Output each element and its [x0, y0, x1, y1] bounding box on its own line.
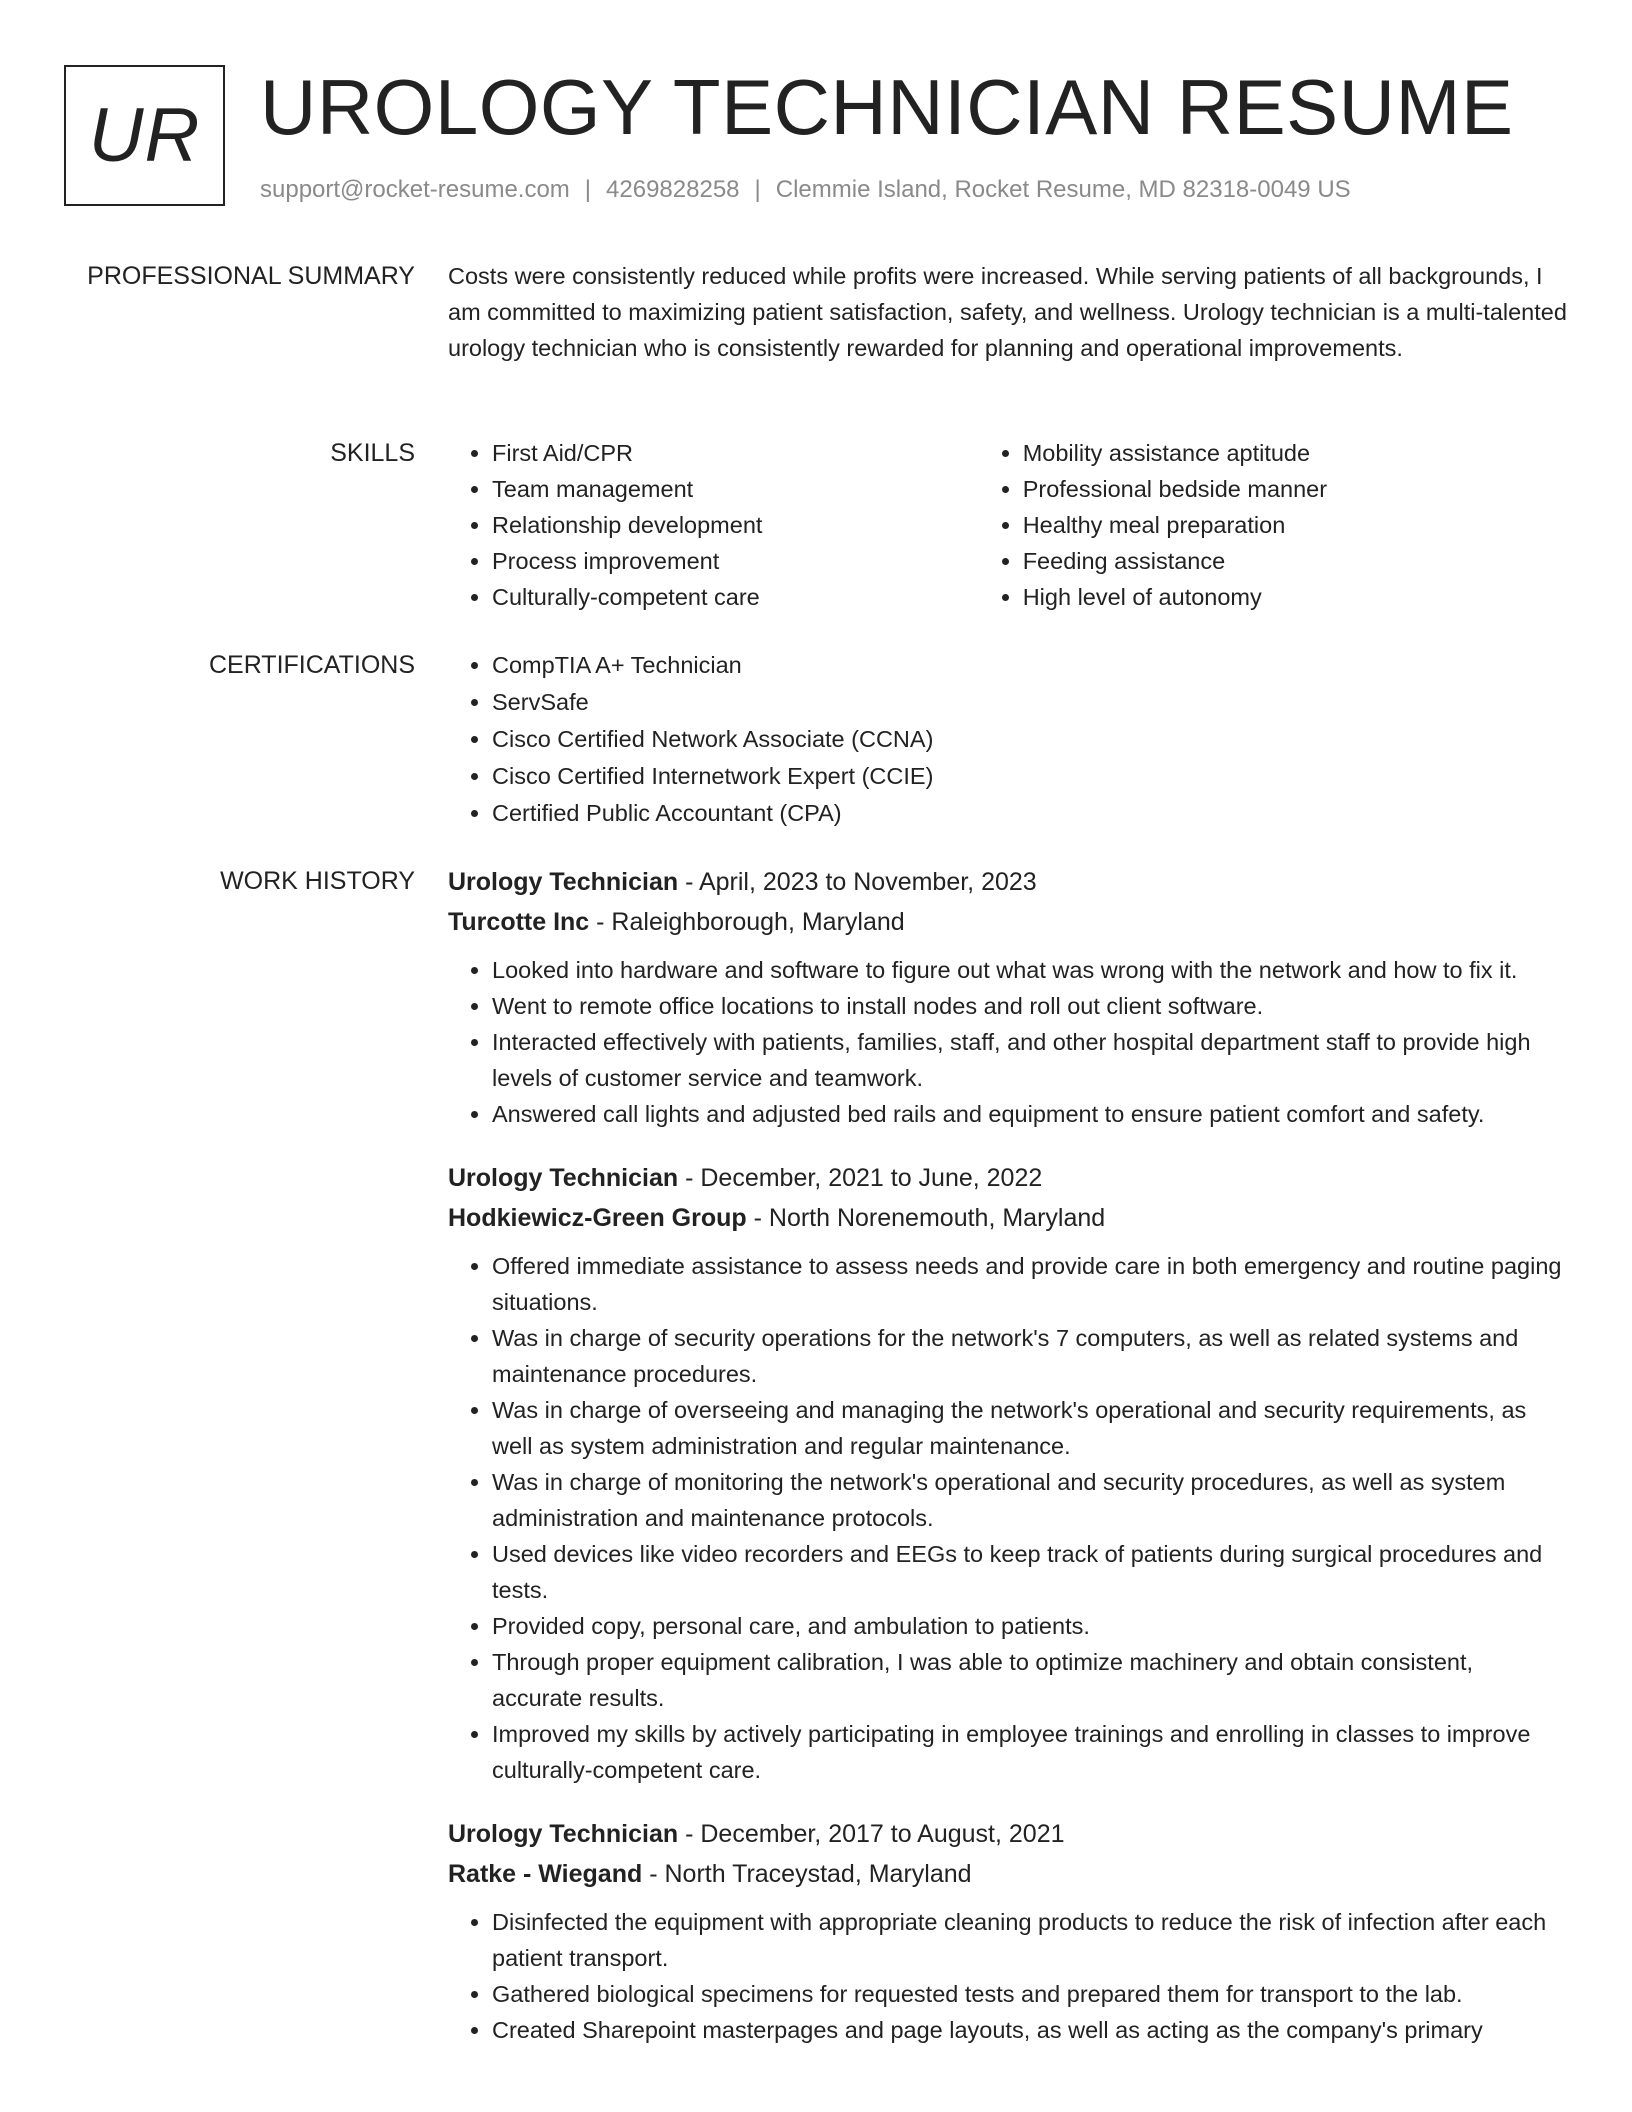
list-item: • Gathered biological specimens for requested tests and prepared them for transport to the lab. — [492, 1976, 1568, 2012]
resume-header — [64, 65, 1564, 210]
job-company: Turcotte Inc — [448, 908, 590, 936]
job-title-line — [448, 1814, 1568, 1854]
list-item: • Offered immediate assistance to assess needs and provide care in both emergency and routine paging situations. — [492, 1248, 1568, 1320]
work-history-list — [448, 862, 1568, 2074]
job-location: - North Norenemouth, Maryland — [746, 1204, 1106, 1232]
list-item: • Interacted effectively with patients, families, staff, and other hospital department staff to provide high levels of customer service and teamwork. — [492, 1024, 1568, 1096]
list-item: • First Aid/CPR — [492, 435, 985, 471]
contact-separator: | — [754, 176, 761, 203]
job-location: - North Traceystad, Maryland — [642, 1860, 972, 1888]
skills-list — [448, 435, 1568, 615]
list-item: • Team management — [492, 471, 985, 507]
list-item: • Professional bedside manner — [1023, 471, 1568, 507]
job-title-line — [448, 1158, 1568, 1198]
job-title-line — [448, 862, 1568, 902]
job-role: Urology Technician — [448, 1820, 679, 1848]
list-item: • Relationship development — [492, 507, 985, 543]
page-title: UROLOGY TECHNICIAN RESUME — [260, 63, 1514, 151]
list-item: • CompTIA A+ Technician — [492, 647, 1568, 684]
skills-heading: SKILLS — [330, 439, 415, 467]
list-item: • Was in charge of security operations for the network's 7 computers, as well as related systems and maintenance procedures. — [492, 1320, 1568, 1392]
job-dates: - December, 2017 to August, 2021 — [678, 1820, 1065, 1848]
job-company-line — [448, 1198, 1568, 1238]
summary-heading: PROFESSIONAL SUMMARY — [87, 262, 415, 290]
contact-email: support@rocket-resume.com — [260, 176, 570, 203]
list-item: • Was in charge of monitoring the network's operational and security procedures, as well as system administration and maintenance protocols. — [492, 1464, 1568, 1536]
contact-separator: | — [584, 176, 592, 203]
skills-column-left — [448, 435, 985, 615]
list-item: • ServSafe — [492, 684, 1568, 721]
certifications-heading: CERTIFICATIONS — [208, 651, 415, 679]
job-dates: - December, 2021 to June, 2022 — [678, 1164, 1043, 1192]
list-item: • Was in charge of overseeing and managing the network's operational and security requirements, as well as system administration and regular maintenance. — [492, 1392, 1568, 1464]
list-item: • Certified Public Accountant (CPA) — [492, 795, 1568, 832]
job-company: Hodkiewicz-Green Group — [448, 1204, 747, 1232]
list-item: • Created Sharepoint masterpages and page layouts, as well as acting as the company's primary — [492, 2012, 1568, 2048]
list-item: • Cisco Certified Internetwork Expert (CCIE) — [492, 758, 1568, 795]
job-dates: - April, 2023 to November, 2023 — [678, 868, 1037, 896]
list-item: • Answered call lights and adjusted bed rails and equipment to ensure patient comfort and safety. — [492, 1096, 1568, 1132]
skills-column-right — [985, 435, 1568, 615]
list-item: • Culturally-competent care — [492, 579, 985, 615]
list-item: • Went to remote office locations to install nodes and roll out client software. — [492, 988, 1568, 1024]
job-role: Urology Technician — [448, 868, 679, 896]
job-role: Urology Technician — [448, 1164, 679, 1192]
job-bullets — [448, 1904, 1568, 2048]
contact-phone: 4269828258 — [606, 176, 740, 203]
contact-line — [260, 175, 1351, 205]
job-location: - Raleighborough, Maryland — [589, 908, 905, 936]
list-item: • Process improvement — [492, 543, 985, 579]
list-item: • Looked into hardware and software to figure out what was wrong with the network and how to fix it. — [492, 952, 1568, 988]
list-item: • Feeding assistance — [1023, 543, 1568, 579]
job-company-line — [448, 1854, 1568, 1894]
list-item: • Improved my skills by actively participating in employee trainings and enrolling in classes to improve culturally-competent care. — [492, 1716, 1568, 1788]
job-company: Ratke - Wiegand — [448, 1860, 643, 1888]
list-item: • Provided copy, personal care, and ambulation to patients. — [492, 1608, 1568, 1644]
list-item: • Through proper equipment calibration, I was able to optimize machinery and obtain consistent, accurate results. — [492, 1644, 1568, 1716]
job-entry — [448, 1814, 1568, 2048]
list-item: • Mobility assistance aptitude — [1023, 435, 1568, 471]
summary-text: Costs were consistently reduced while profits were increased. While serving patients of all backgrounds, I am committed to maximizing patient satisfaction, safety, and wellness. Urology technician is a multi-talented urology technician who is consistently rewarded for planning and operational improvements. — [448, 263, 1567, 361]
list-item: • Healthy meal preparation — [1023, 507, 1568, 543]
job-company-line — [448, 902, 1568, 942]
job-entry — [448, 862, 1568, 1132]
job-entry — [448, 1158, 1568, 1788]
list-item: • Cisco Certified Network Associate (CCNA) — [492, 721, 1568, 758]
list-item: • High level of autonomy — [1023, 579, 1568, 615]
monogram-logo — [64, 65, 225, 206]
job-bullets — [448, 1248, 1568, 1788]
list-item: • Disinfected the equipment with appropriate cleaning products to reduce the risk of infection after each patient transport. — [492, 1904, 1568, 1976]
work-history-heading: WORK HISTORY — [220, 867, 415, 895]
certifications-list — [448, 647, 1568, 832]
job-bullets — [448, 952, 1568, 1132]
list-item: • Used devices like video recorders and EEGs to keep track of patients during surgical procedures and tests. — [492, 1536, 1568, 1608]
contact-address: Clemmie Island, Rocket Resume, MD 82318-0049 US — [775, 176, 1351, 203]
monogram-initials: UR — [88, 93, 201, 178]
